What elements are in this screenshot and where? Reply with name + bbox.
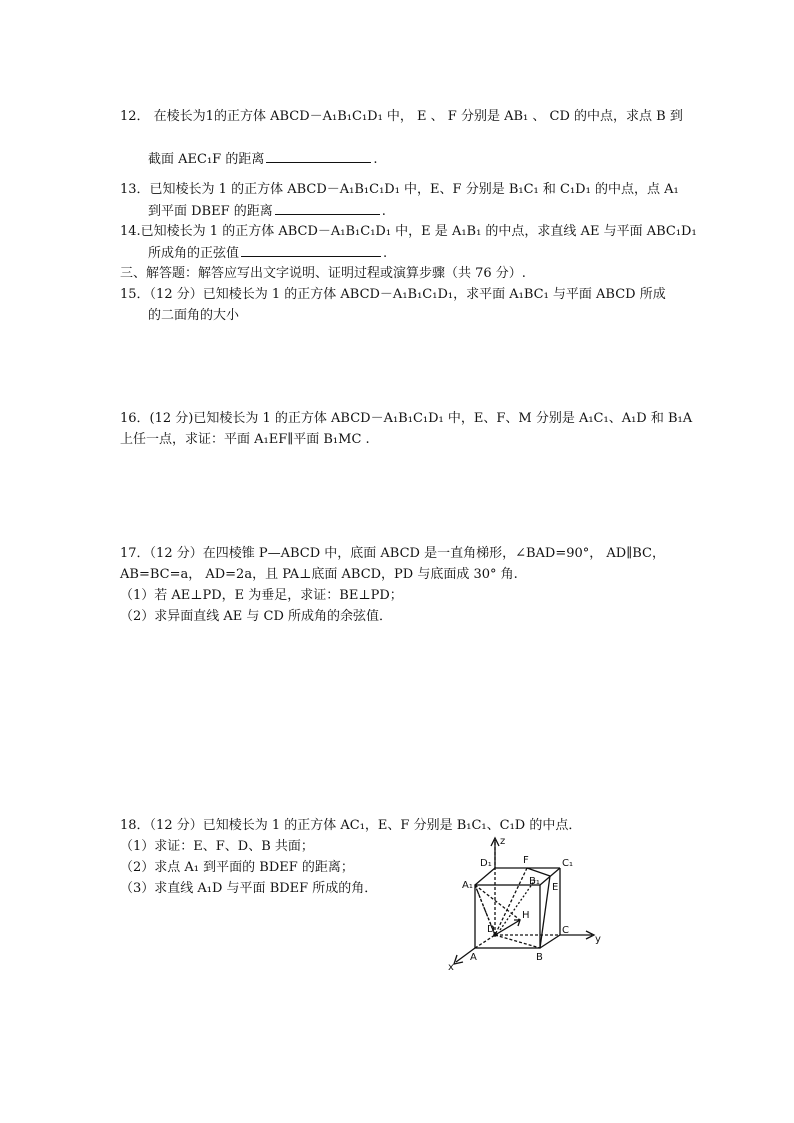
label-e: E xyxy=(552,882,559,893)
cube-figure xyxy=(440,830,610,975)
q13-line1: 13．已知棱长为 1 的正方体 ABCD－A₁B₁C₁D₁ 中，E、F 分别是 B₁C₁ 和 C₁D₁ 的中点，点 A₁ xyxy=(120,182,679,197)
q17-line1: 17．（12 分）在四棱锥 P—ABCD 中，底面 ABCD 是一直角梯形，∠BAD=90°， AD∥BC， xyxy=(120,546,665,561)
section-3-heading: 三、解答题：解答应写出文字说明、证明过程或演算步骤（共 76 分）. xyxy=(120,266,526,281)
q13-line2 xyxy=(148,202,386,221)
label-a: A xyxy=(470,952,477,963)
q13-line2-text: 到平面 DBEF 的距离 xyxy=(148,204,273,219)
q12-line2-text: 截面 AEC₁F 的距离 xyxy=(148,152,265,167)
q13-answer-blank xyxy=(275,202,380,215)
q15-line2: 的二面角的大小 xyxy=(148,308,240,323)
q18-line1: 18．（12 分）已知棱长为 1 的正方体 AC₁，E、F 分别是 B₁C₁、C₁D 的中点． xyxy=(120,818,582,833)
label-f: F xyxy=(523,855,529,866)
edge-db xyxy=(495,935,540,948)
label-y: y xyxy=(595,934,601,945)
q17-line2: AB=BC=a， AD=2a，且 PA⊥底面 ABCD，PD 与底面成 30° 角. xyxy=(120,567,518,582)
q14-answer-blank xyxy=(241,244,381,257)
q12-answer-blank xyxy=(266,150,371,163)
q18-line3: （2）求点 A₁ 到平面的 BDEF 的距离； xyxy=(120,860,354,875)
q13-line2-end: . xyxy=(381,204,386,219)
cube-hidden-ad xyxy=(475,935,495,948)
label-z: z xyxy=(500,836,506,847)
q14-line2-text: 所成角的正弦值 xyxy=(148,246,240,261)
q14-line1: 14.已知棱长为 1 的正方体 ABCD－A₁B₁C₁D₁ 中，E 是 A₁B₁ 的中点，求直线 AE 与平面 ABC₁D₁ xyxy=(120,224,697,239)
q12-line2 xyxy=(148,150,377,169)
q17-line4: （2）求异面直线 AE 与 CD 所成角的余弦值． xyxy=(120,609,393,624)
cube-edge-a1d1 xyxy=(475,868,495,885)
q16-line2: 上任一点，求证：平面 A₁EF∥平面 B₁MC . xyxy=(120,432,370,447)
edge-eb xyxy=(540,876,550,948)
q18-line4: （3）求直线 A₁D 与平面 BDEF 所成的角． xyxy=(120,881,378,896)
edge-fe xyxy=(527,868,550,876)
cube-edge-bc xyxy=(540,935,560,948)
q14-line2-end: . xyxy=(383,246,388,261)
label-x: x xyxy=(448,962,454,973)
q15-line1: 15．（12 分）已知棱长为 1 的正方体 ABCD－A₁B₁C₁D₁，求平面 A₁BC₁ 与平面 ABCD 所成 xyxy=(120,287,666,302)
label-c: C xyxy=(562,925,569,936)
q17-line3: （1）若 AE⊥PD，E 为垂足，求证：BE⊥PD； xyxy=(120,588,403,603)
q14-line2 xyxy=(148,244,387,263)
q12-line2-end: . xyxy=(373,152,378,167)
label-a1: A₁ xyxy=(462,880,473,891)
label-b: B xyxy=(536,952,543,963)
q18-line2: （1）求证：E、F、D、B 共面； xyxy=(120,839,314,854)
label-d1: D₁ xyxy=(480,858,492,869)
label-h: H xyxy=(522,910,530,921)
q16-line1: 16．(12 分)已知棱长为 1 的正方体 ABCD－A₁B₁C₁D₁ 中，E、F、M 分别是 A₁C₁、A₁D 和 B₁A xyxy=(120,411,693,426)
line-a1h xyxy=(475,885,520,920)
label-c1: C₁ xyxy=(562,858,573,869)
q12-line1: 12． 在棱长为1的正方体 ABCD－A₁B₁C₁D₁ 中， E 、 F 分别是 AB₁ 、 CD 的中点，求点 B 到 xyxy=(120,109,683,124)
label-b1: B₁ xyxy=(529,876,540,887)
label-d: D xyxy=(487,924,495,935)
